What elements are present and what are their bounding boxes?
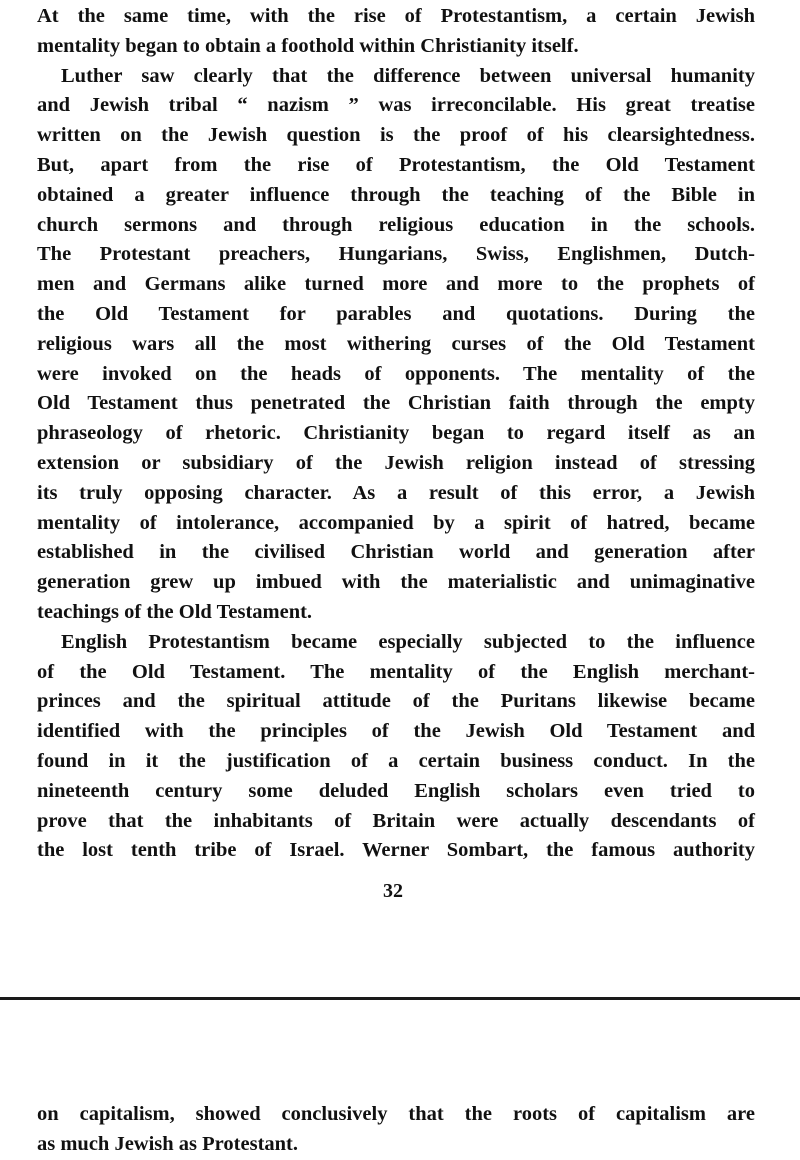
text-line: mentality of intolerance, accompanied by a spirit of hatred, became <box>37 511 755 534</box>
text-line: the Old Testament for parables and quotations. During the <box>37 302 755 325</box>
text-line: written on the Jewish question is the proof of his clearsightedness. <box>37 124 755 147</box>
text-line: on capitalism, showed conclusively that the roots of capitalism are <box>37 1103 755 1125</box>
text-line: princes and the spiritual attitude of the Puritans likewise became <box>37 690 755 713</box>
text-line: identified with the principles of the Jewish Old Testament and <box>37 720 755 743</box>
text-line: extension or subsidiary of the Jewish religion instead of stressing <box>37 451 755 474</box>
text-line: church sermons and through religious education in the schools. <box>37 213 755 236</box>
text-line: nineteenth century some deluded English scholars even tried to <box>37 779 755 802</box>
text-line: The Protestant preachers, Hungarians, Swiss, Englishmen, Dutch- <box>37 243 755 266</box>
text-line: mentality began to obtain a foothold within Christianity itself. <box>37 34 579 57</box>
text-line: and Jewish tribal “ nazism ” was irreconcilable. His great treatise <box>37 94 755 117</box>
text-line: religious wars all the most withering curses of the Old Testament <box>37 332 755 355</box>
text-line: phraseology of rhetoric. Christianity began to regard itself as an <box>37 422 755 445</box>
text-line: were invoked on the heads of opponents. The mentality of the <box>37 362 755 385</box>
text-line: generation grew up imbued with the materialistic and unimaginative <box>37 571 755 594</box>
text-line: its truly opposing character. As a result of this error, a Jewish <box>37 481 755 504</box>
page-33-body <box>37 1100 755 1160</box>
text-line: the lost tenth tribe of Israel. Werner Sombart, the famous authority <box>37 839 755 862</box>
text-line: But, apart from the rise of Protestantism, the Old Testament <box>37 153 755 176</box>
page-divider <box>0 997 800 1000</box>
text-line: obtained a greater influence through the teaching of the Bible in <box>37 183 755 206</box>
text-line: established in the civilised Christian world and generation after <box>37 541 755 564</box>
page-32-body <box>37 2 755 866</box>
text-line: of the Old Testament. The mentality of the English merchant- <box>37 660 755 683</box>
text-line: men and Germans alike turned more and more to the prophets of <box>37 273 755 296</box>
page-number: 32 <box>383 880 403 902</box>
text-line: prove that the inhabitants of Britain were actually descendants of <box>37 809 755 832</box>
text-line: teachings of the Old Testament. <box>37 600 313 623</box>
text-line: Old Testament thus penetrated the Christian faith through the empty <box>37 392 755 415</box>
text-line: Luther saw clearly that the difference between universal humanity <box>61 64 755 87</box>
text-line: as much Jewish as Protestant. <box>37 1132 298 1155</box>
text-line: At the same time, with the rise of Protestantism, a certain Jewish <box>37 5 755 27</box>
text-line: English Protestantism became especially subjected to the influence <box>61 630 755 653</box>
text-line: found in it the justification of a certain business conduct. In the <box>37 749 755 772</box>
